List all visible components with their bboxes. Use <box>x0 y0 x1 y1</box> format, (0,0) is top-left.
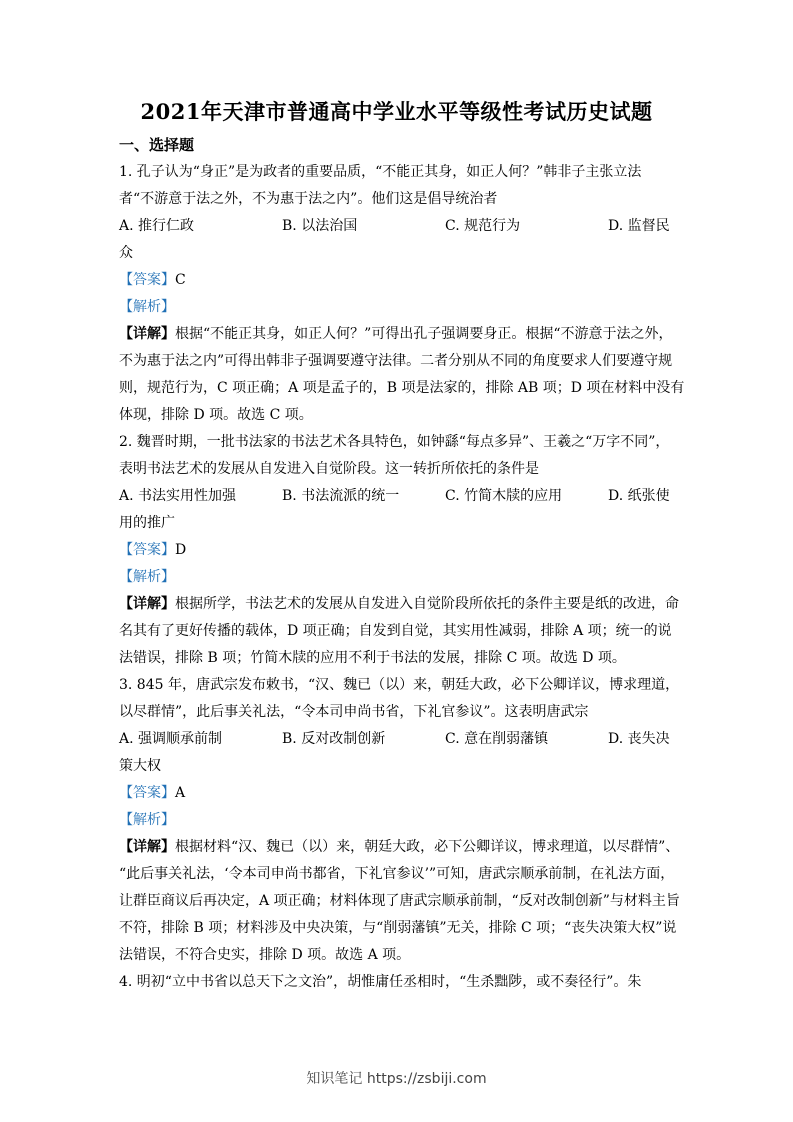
page-footer: 知识笔记 https://zsbiji.com <box>306 1071 487 1087</box>
option-c: C. 规范行为 <box>445 218 521 234</box>
question-3 <box>119 672 680 969</box>
option-continuation: 用的推广 <box>119 515 175 531</box>
question-stem-line: 1. 孔子认为“身正”是为政者的重要品质，“不能正其身，如正人何？”韩非子主张立法 <box>119 164 642 180</box>
detail-line: “此后事关礼法，‘令本司申尚书都省，下礼官参议’”可知，唐武宗顺承前制，在礼法方面， <box>119 866 675 882</box>
detail-line <box>119 591 679 618</box>
answer-line <box>119 537 675 564</box>
question-options <box>119 726 675 753</box>
detail-label: 【详解】 <box>119 839 175 855</box>
analysis-line <box>119 564 675 591</box>
answer-label: 【答案】 <box>119 272 175 288</box>
answer-value: A <box>175 785 186 801</box>
option-continuation: 众 <box>119 245 133 261</box>
detail-line: 让群臣商议后再决定，A 项正确；材料体现了唐武宗顺承前制，“反对改制创新”与材料主旨 <box>119 893 680 909</box>
detail-label: 【详解】 <box>119 596 175 612</box>
detail-line: 不为惠于法之内”可得出韩非子强调要遵守法律。二者分别从不同的角度要求人们要遵守规 <box>119 353 673 369</box>
answer-label: 【答案】 <box>119 785 175 801</box>
analysis-line <box>119 807 675 834</box>
option-d: D. 丧失决 <box>608 731 670 747</box>
question-4 <box>119 969 675 996</box>
answer-value: C <box>175 272 186 288</box>
detail-line: 法错误，不符合史实，排除 D 项。故选 A 项。 <box>119 947 411 963</box>
option-d: D. 监督民 <box>608 218 670 234</box>
option-c: C. 竹简木牍的应用 <box>445 488 563 504</box>
analysis-label: 【解析】 <box>119 812 175 828</box>
detail-line <box>119 321 675 348</box>
detail-line: 不符，排除 B 项；材料涉及中央决策，与“削弱藩镇”无关，排除 C 项；“丧失决策大权”说 <box>119 920 677 936</box>
section-heading: 一、选择题 <box>119 136 195 154</box>
question-2 <box>119 429 679 672</box>
answer-line <box>119 780 675 807</box>
option-b: B. 反对改制创新 <box>282 731 386 747</box>
answer-value: D <box>175 542 187 558</box>
detail-line: 体现，排除 D 项。故选 C 项。 <box>119 407 313 423</box>
detail-line: 则，规范行为，C 项正确；A 项是孟子的，B 项是法家的，排除 AB 项；D 项在材料中没有 <box>119 380 685 396</box>
question-stem-line: 2. 魏晋时期，一批书法家的书法艺术各具特色，如钟繇“每点多异”、王羲之“万字不同”， <box>119 434 670 450</box>
option-c: C. 意在削弱藩镇 <box>445 731 549 747</box>
detail-text: 根据材料“汉、魏已（以）来，朝廷大政，必下公卿详议，博求理道，以尽群情”、 <box>175 839 680 855</box>
question-1 <box>119 159 685 429</box>
question-stem-line: 表明书法艺术的发展从自发进入自觉阶段。这一转折所依托的条件是 <box>119 461 539 477</box>
detail-line: 名其有了更好传播的载体，D 项正确；自发到自觉，其实用性减弱，排除 A 项；统一的说 <box>119 623 672 639</box>
option-d: D. 纸张使 <box>608 488 670 504</box>
exam-content <box>119 132 685 996</box>
analysis-label: 【解析】 <box>119 299 175 315</box>
option-continuation: 策大权 <box>119 758 161 774</box>
option-a: A. 强调顺承前制 <box>119 731 223 747</box>
question-stem-line: 3. 845 年，唐武宗发布敕书，“汉、魏已（以）来，朝廷大政，必下公卿详议，博求理道， <box>119 677 680 693</box>
answer-line <box>119 267 675 294</box>
question-stem-line: 4. 明初“立中书省以总天下之文治”，胡惟庸任丞相时，“生杀黜陟，或不奏径行”。朱 <box>119 974 642 990</box>
option-b: B. 以法治国 <box>282 218 358 234</box>
question-stem-line: 以尽群情”，此后事关礼法，“令本司申尚书省，下礼官参议”。这表明唐武宗 <box>119 704 589 720</box>
detail-text: 根据“不能正其身，如正人何？”可得出孔子强调要身正。根据“不游意于法之外， <box>175 326 673 342</box>
page-title: 2021年天津市普通高中学业水平等级性考试历史试题 <box>140 99 653 124</box>
question-options <box>119 483 675 510</box>
answer-label: 【答案】 <box>119 542 175 558</box>
detail-text: 根据所学，书法艺术的发展从自发进入自觉阶段所依托的条件主要是纸的改进，命 <box>175 596 679 612</box>
question-options <box>119 213 675 240</box>
analysis-line <box>119 294 675 321</box>
detail-line <box>119 834 680 861</box>
detail-line: 法错误，排除 B 项；竹简木牍的应用不利于书法的发展，排除 C 项。故选 D 项。 <box>119 650 626 666</box>
option-b: B. 书法流派的统一 <box>282 488 400 504</box>
option-a: A. 推行仁政 <box>119 218 195 234</box>
detail-label: 【详解】 <box>119 326 175 342</box>
option-a: A. 书法实用性加强 <box>119 488 237 504</box>
analysis-label: 【解析】 <box>119 569 175 585</box>
question-stem-line: 者“不游意于法之外，不为惠于法之内”。他们这是倡导统治者 <box>119 191 498 207</box>
